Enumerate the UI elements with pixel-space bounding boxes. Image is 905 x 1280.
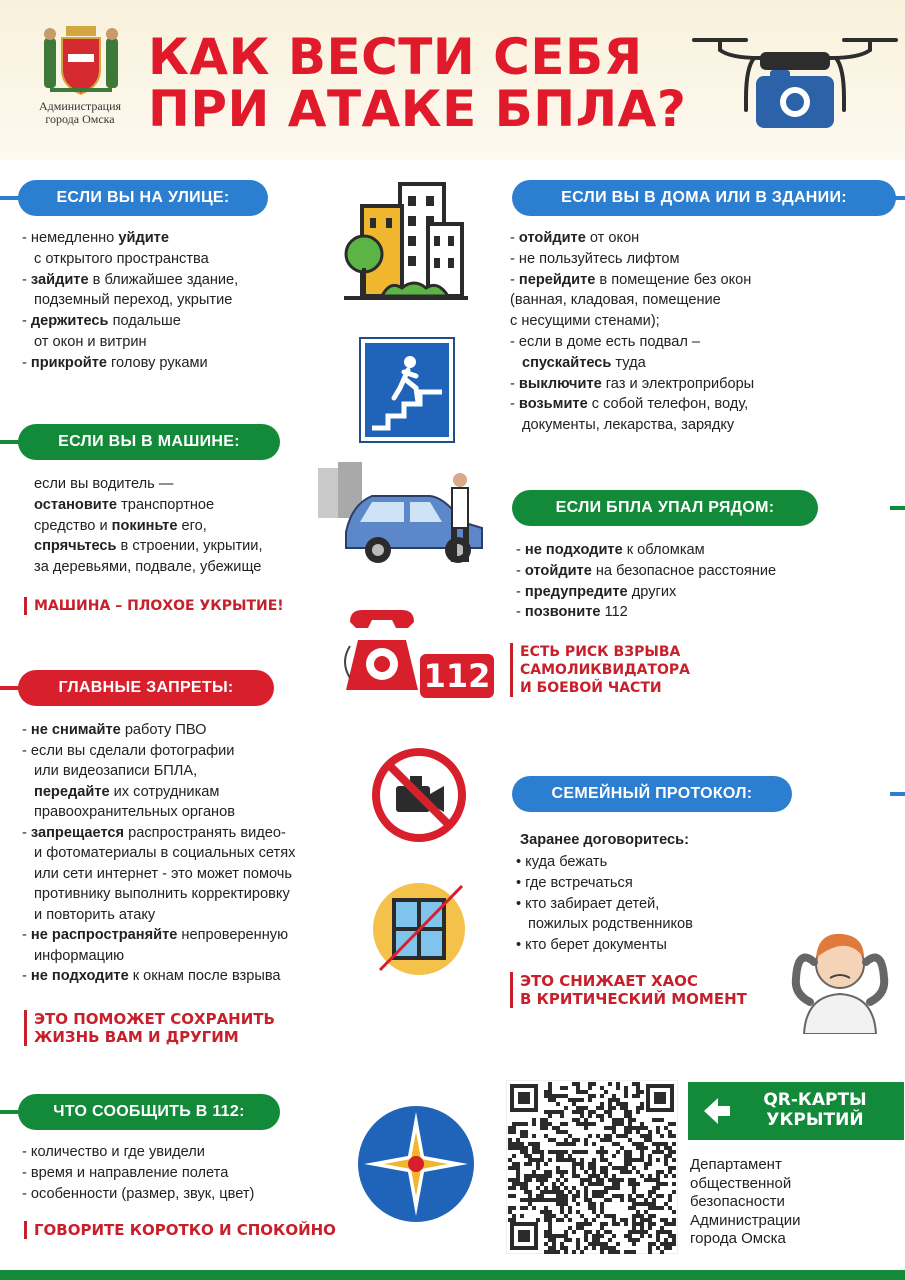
- list-item: [516, 894, 776, 915]
- street-heading: ЕСЛИ ВЫ НА УЛИЦЕ:: [18, 180, 268, 216]
- fallen-heading: ЕСЛИ БПЛА УПАЛ РЯДОМ:: [512, 490, 818, 526]
- list-item-text: за деревьями, подвале, убежище: [34, 559, 262, 576]
- list-item: [22, 353, 322, 374]
- list-item-text: -: [516, 562, 525, 579]
- list-item-text: в строении, укрытии,: [116, 538, 263, 555]
- family-heading-tick: [890, 792, 905, 796]
- list-item-text: голову руками: [107, 354, 208, 371]
- list-item-text: -: [510, 271, 519, 288]
- list-item-emphasis: перейдите: [518, 271, 596, 288]
- list-item-text: к обломкам: [622, 542, 705, 558]
- list-item-text: -: [22, 927, 31, 943]
- list-item-text: в ближайшее здание,: [88, 271, 239, 288]
- department-line: города Омска: [690, 1230, 786, 1247]
- list-item-text: - время и направление полета: [22, 1164, 229, 1181]
- report-heading-tick: [0, 1110, 20, 1114]
- list-item-text: - не пользуйтесь лифтом: [510, 250, 680, 267]
- list-item: [22, 741, 362, 762]
- fallen-note-line-3: И БОЕВОЙ ЧАСТИ: [520, 680, 662, 696]
- list-item: [22, 1142, 342, 1163]
- no-video-recording-icon: [370, 746, 468, 844]
- list-item: [22, 925, 362, 946]
- department-line: Департамент: [690, 1156, 782, 1173]
- car-heading-tick: [0, 440, 20, 444]
- list-item-emphasis: спрячьтесь: [34, 538, 117, 555]
- list-item: [510, 311, 870, 332]
- fallen-heading-tick: [890, 506, 905, 510]
- list-item-text: от окон: [585, 230, 640, 246]
- qr-banner[interactable]: [688, 1082, 904, 1140]
- list-item: [34, 495, 334, 516]
- drone-camera-icon: [690, 28, 900, 136]
- list-item: [22, 1184, 342, 1205]
- list-item: [516, 540, 876, 561]
- city-buildings-icon: [342, 176, 472, 306]
- list-item: [510, 270, 870, 291]
- list-item: [22, 802, 362, 823]
- list-item: [22, 761, 362, 782]
- fallen-list: [516, 540, 876, 623]
- list-item-text: распространять видео-: [124, 824, 286, 841]
- list-item: [34, 516, 334, 537]
- list-item: [22, 311, 322, 332]
- home-heading: ЕСЛИ ВЫ В ДОМА ИЛИ В ЗДАНИИ:: [512, 180, 896, 216]
- list-item-emphasis: отойдите: [518, 230, 586, 246]
- list-item-text: -: [516, 542, 525, 558]
- list-item-text: - немедленно: [22, 230, 119, 246]
- list-item-emphasis: не подходите: [524, 542, 623, 558]
- list-item-text: газ и электроприборы: [601, 375, 755, 392]
- list-item-text: 112: [600, 604, 628, 621]
- street-list: [22, 228, 322, 374]
- page-title-line-1: КАК ВЕСТИ СЕБЯ: [148, 28, 643, 86]
- list-item: [22, 1163, 342, 1184]
- admin-line-2: города Омска: [45, 112, 115, 126]
- family-note: [510, 972, 770, 1008]
- list-item-text: - если вы сделали фотографии: [22, 742, 235, 759]
- list-item: [22, 864, 362, 885]
- list-item: [516, 561, 876, 582]
- list-item-text: их сотрудникам: [109, 783, 220, 800]
- list-item-text: -: [22, 968, 31, 984]
- fallen-note-line-1: ЕСТЬ РИСК ВЗРЫВА: [520, 644, 681, 660]
- family-intro: Заранее договоритесь:: [520, 832, 689, 848]
- list-item: [22, 249, 322, 270]
- list-item-text: или сети интернет - это может помочь: [34, 865, 292, 882]
- list-item-emphasis: запрещается: [30, 824, 125, 841]
- list-item: [516, 873, 776, 894]
- list-item-emphasis: позвоните: [524, 604, 601, 621]
- list-item-emphasis: спускайтесь: [522, 354, 612, 371]
- list-item: [22, 720, 362, 741]
- list-item: [510, 228, 870, 249]
- list-item-text: подальше: [108, 313, 181, 330]
- list-item-text: противнику выполнить корректировку: [34, 886, 290, 902]
- list-item: [22, 884, 362, 905]
- bans-note-line-1: ЭТО ПОМОЖЕТ СОХРАНИТЬ: [34, 1010, 275, 1028]
- list-item-text: -: [510, 396, 519, 413]
- list-item-text: • кто забирает детей,: [516, 895, 660, 912]
- list-item-text: • куда бежать: [516, 854, 608, 870]
- report-note: ГОВОРИТЕ КОРОТКО И СПОКОЙНО: [24, 1221, 344, 1239]
- list-item-emphasis: не распространяйте: [30, 927, 178, 943]
- list-item-text: его,: [177, 517, 207, 534]
- list-item-emphasis: выключите: [518, 375, 602, 392]
- footer-strip: [0, 1270, 905, 1280]
- list-item-text: -: [516, 583, 525, 600]
- red-telephone-icon: [340, 606, 424, 694]
- list-item-text: -: [22, 824, 31, 841]
- list-item-text: на безопасное расстояние: [591, 562, 777, 579]
- home-list: [510, 228, 870, 436]
- list-item-emphasis: прикройте: [30, 354, 107, 371]
- list-item-text: -: [510, 230, 519, 246]
- list-item-text: правоохранительных органов: [34, 804, 235, 820]
- list-item-text: -: [516, 604, 525, 621]
- list-item: [34, 474, 334, 495]
- bans-list: [22, 720, 362, 987]
- list-item-text: - если в доме есть подвал –: [510, 333, 701, 350]
- list-item: [22, 290, 322, 311]
- car-heading: ЕСЛИ ВЫ В МАШИНЕ:: [18, 424, 280, 460]
- list-item-text: - количество и где увидели: [22, 1144, 205, 1160]
- list-item-text: с открытого пространства: [34, 250, 209, 267]
- omsk-coat-of-arms-icon: [38, 24, 124, 98]
- list-item-text: в помещение без окон: [595, 271, 752, 288]
- list-item: [516, 935, 776, 956]
- qr-code[interactable]: [506, 1080, 678, 1254]
- department-line: общественной: [690, 1174, 792, 1192]
- qr-banner-line-2: УКРЫТИЙ: [766, 1110, 864, 1130]
- list-item-text: информацию: [34, 947, 125, 964]
- list-item-emphasis: держитесь: [30, 313, 109, 330]
- list-item-text: непроверенную: [177, 927, 289, 943]
- list-item-text: средство и: [34, 517, 112, 534]
- list-item-text: -: [22, 271, 31, 288]
- qr-banner-line-1: QR-КАРТЫ: [763, 1090, 867, 1110]
- list-item: [516, 602, 876, 623]
- list-item-text: с собой телефон, воду,: [587, 396, 749, 413]
- list-item-emphasis: не снимайте: [30, 722, 121, 738]
- list-item-text: (ванная, кладовая, помещение: [510, 292, 721, 309]
- list-item-emphasis: возьмите: [518, 396, 588, 413]
- list-item: [516, 914, 776, 935]
- car-list: [34, 474, 334, 578]
- list-item: [22, 782, 362, 803]
- list-item-emphasis: остановите: [34, 496, 118, 513]
- list-item-text: -: [22, 354, 31, 371]
- list-item-text: к окнам после взрыва: [128, 968, 281, 984]
- list-item-emphasis: предупредите: [524, 583, 628, 600]
- list-item-emphasis: отойдите: [524, 562, 592, 579]
- admin-line-1: Администрация: [38, 99, 122, 113]
- list-item-text: от окон и витрин: [34, 333, 147, 350]
- list-item: [22, 843, 362, 864]
- list-item-text: - особенности (размер, звук, цвет): [22, 1185, 255, 1202]
- fallen-note: [510, 643, 750, 697]
- list-item: [22, 228, 322, 249]
- list-item: [516, 852, 776, 873]
- list-item-text: и повторить атаку: [34, 906, 156, 923]
- list-item-text: если вы водитель —: [34, 476, 174, 492]
- arrow-left-icon: [702, 1096, 732, 1126]
- list-item: [510, 353, 870, 374]
- list-item-text: • кто берет документы: [516, 937, 667, 954]
- list-item: [510, 332, 870, 353]
- list-item-text: туда: [611, 354, 646, 371]
- list-item: [22, 966, 362, 987]
- report-list: [22, 1142, 342, 1204]
- list-item-text: -: [510, 375, 519, 392]
- list-item-text: подземный переход, укрытие: [34, 292, 233, 309]
- department-line: безопасности: [690, 1193, 785, 1210]
- report-heading: ЧТО СООБЩИТЬ В 112:: [18, 1094, 280, 1130]
- list-item-text: или видеозаписи БПЛА,: [34, 763, 198, 779]
- list-item: [22, 823, 362, 844]
- bans-heading-tick: [0, 686, 20, 690]
- bans-note-line-2: ЖИЗНЬ ВАМ И ДРУГИМ: [34, 1028, 239, 1046]
- list-item-text: пожилых родственников: [528, 916, 693, 933]
- bans-heading: ГЛАВНЫЕ ЗАПРЕТЫ:: [18, 670, 274, 706]
- list-item: [34, 557, 334, 578]
- bans-note: [24, 1010, 324, 1046]
- department-line: Администрации: [690, 1211, 801, 1229]
- qr-banner-text: [740, 1090, 890, 1130]
- list-item: [510, 415, 870, 436]
- family-heading: СЕМЕЙНЫЙ ПРОТОКОЛ:: [512, 776, 792, 812]
- list-item-emphasis: не подходите: [30, 968, 129, 984]
- list-item-text: с несущими стенами);: [510, 313, 660, 330]
- family-note-line-2: В КРИТИЧЕСКИЙ МОМЕНТ: [520, 990, 747, 1008]
- car-note: МАШИНА – ПЛОХОЕ УКРЫТИЕ!: [24, 597, 324, 615]
- list-item-text: транспортное: [117, 496, 215, 513]
- list-item: [510, 374, 870, 395]
- street-heading-tick: [0, 196, 20, 200]
- list-item-emphasis: передайте: [34, 783, 110, 800]
- list-item: [510, 290, 870, 311]
- list-item-text: -: [22, 722, 31, 738]
- list-item: [510, 249, 870, 270]
- list-item: [22, 332, 322, 353]
- car-with-driver-icon: [312, 462, 492, 568]
- list-item-text: документы, лекарства, зарядку: [522, 417, 735, 434]
- underground-passage-sign-icon: [358, 336, 456, 444]
- emergency-number-badge: 112: [420, 654, 494, 698]
- list-item-emphasis: уйдите: [118, 230, 169, 246]
- list-item: [510, 394, 870, 415]
- window-warning-icon: [370, 880, 468, 978]
- stressed-person-icon: [784, 918, 896, 1034]
- fallen-note-line-2: САМОЛИКВИДАТОРА: [520, 662, 690, 678]
- department-caption: [690, 1156, 890, 1249]
- list-item-emphasis: зайдите: [30, 271, 89, 288]
- list-item-text: • где встречаться: [516, 874, 633, 891]
- list-item: [22, 946, 362, 967]
- emergency-service-emblem-icon: [356, 1104, 476, 1224]
- list-item: [34, 536, 334, 557]
- list-item: [516, 582, 876, 603]
- list-item: [22, 270, 322, 291]
- administration-caption: [24, 100, 136, 126]
- list-item-text: и фотоматериалы в социальных сетях: [34, 845, 296, 861]
- page-title-line-2: ПРИ АТАКЕ БПЛА?: [148, 80, 687, 138]
- list-item: [22, 905, 362, 926]
- family-note-line-1: ЭТО СНИЖАЕТ ХАОС: [520, 972, 698, 990]
- family-list: [516, 852, 776, 956]
- list-item-text: -: [22, 313, 31, 330]
- list-item-text: других: [627, 583, 677, 600]
- list-item-emphasis: покиньте: [111, 517, 178, 534]
- list-item-text: работу ПВО: [120, 722, 207, 738]
